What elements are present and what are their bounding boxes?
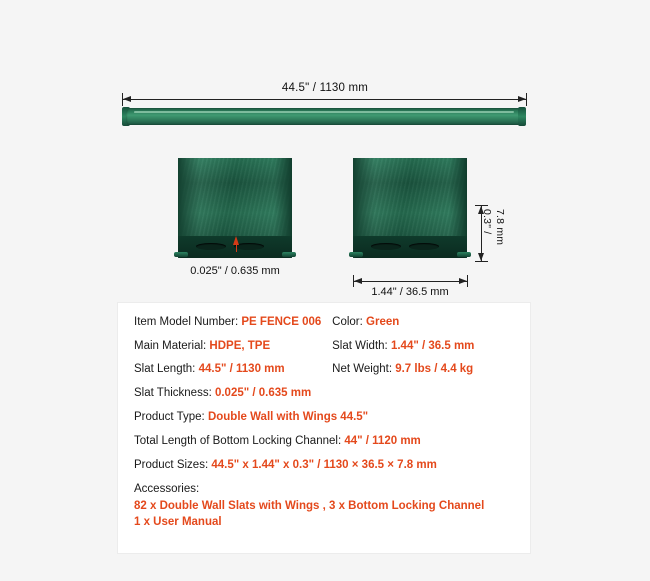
slat-cross-section-right xyxy=(353,158,467,258)
hollow-chamber-1 xyxy=(196,243,226,250)
arrow-left-icon xyxy=(123,96,131,102)
spec-value: 44.5" x 1.44" x 0.3" / 1130 × 36.5 × 7.8 mm xyxy=(211,459,437,471)
spec-columns xyxy=(134,317,514,411)
spec-column-left xyxy=(134,317,332,411)
spec-label: Product Type: xyxy=(134,411,205,423)
accessories-line-1: 82 x Double Wall Slats with Wings , 3 x Bottom Locking Channel xyxy=(134,500,485,512)
cross-section-width-view xyxy=(353,158,467,258)
fence-slat-illustration xyxy=(120,106,528,128)
wing-right xyxy=(282,252,296,257)
spec-value: Double Wall with Wings 44.5" xyxy=(207,411,369,423)
slat-end-cap-right xyxy=(518,107,526,126)
slat-height-label-inches: 0.3" / xyxy=(481,209,494,235)
spec-row-product-type xyxy=(134,411,514,423)
hollow-chamber-1 xyxy=(371,243,401,250)
spec-value: Green xyxy=(366,316,400,328)
cross-section-thickness-view xyxy=(178,158,292,258)
height-tick-bottom xyxy=(475,261,488,262)
width-arrow-left-icon xyxy=(354,278,362,284)
spec-value: 0.025" / 0.635 mm xyxy=(214,386,312,399)
spec-value: 9.7 lbs / 4.4 kg xyxy=(395,363,474,375)
spec-row-slat-thickness xyxy=(134,388,332,400)
accessories-label: Accessories: xyxy=(134,483,200,495)
spec-label: Slat Thickness: xyxy=(134,386,212,399)
wing-left xyxy=(174,252,188,257)
overall-length-label: 44.5" / 1130 mm xyxy=(281,82,369,94)
spec-row-slat-length xyxy=(134,364,332,376)
slat-cross-section-left xyxy=(178,158,292,258)
width-tick-right xyxy=(467,275,468,287)
width-arrow-right-icon xyxy=(459,278,467,284)
spec-label: Product Sizes: xyxy=(134,459,209,471)
spec-label: Color: xyxy=(332,316,363,328)
spec-row-net-weight xyxy=(332,364,514,376)
spec-label: Slat Width: xyxy=(332,339,388,352)
height-arrow-down-icon xyxy=(478,253,484,261)
accessories-line-2: 1 x User Manual xyxy=(134,516,222,528)
slat-width-label: 1.44" / 36.5 mm xyxy=(371,286,449,298)
hollow-chamber-2 xyxy=(409,243,439,250)
specification-panel xyxy=(118,303,530,553)
slat-height-label-mm: 7.8 mm xyxy=(494,209,507,246)
spec-row-main-material xyxy=(134,341,332,353)
spec-label: Net Weight: xyxy=(332,363,393,375)
thickness-pointer-stem xyxy=(236,244,238,252)
overall-length-dimension-line xyxy=(122,99,526,100)
spec-value: PE FENCE 006 xyxy=(241,316,322,328)
spec-value: HDPE, TPE xyxy=(209,339,271,352)
spec-row-item-model-number xyxy=(134,317,332,329)
slat-thickness-label: 0.025" / 0.635 mm xyxy=(190,265,280,277)
arrow-right-icon xyxy=(518,96,526,102)
spec-label: Item Model Number: xyxy=(134,316,239,328)
spec-row-slat-width xyxy=(332,341,514,353)
spec-row-color xyxy=(332,317,514,329)
spec-label: Slat Length: xyxy=(134,363,196,375)
spec-value: 44.5" / 1130 mm xyxy=(198,363,285,375)
spec-label: Main Material: xyxy=(134,339,207,352)
wing-left xyxy=(349,252,363,257)
spec-row-bottom-locking-channel-length xyxy=(134,435,514,447)
slat-width-dimension-line xyxy=(353,281,467,282)
spec-value: 1.44" / 36.5 mm xyxy=(390,339,475,352)
spec-row-product-sizes xyxy=(134,459,514,471)
spec-label: Total Length of Bottom Locking Channel: xyxy=(134,435,342,447)
spec-value: 44" / 1120 mm xyxy=(344,435,421,447)
slat-highlight xyxy=(134,111,514,113)
spec-column-right xyxy=(332,317,514,411)
wing-right xyxy=(457,252,471,257)
dimension-tick-right xyxy=(526,93,527,106)
